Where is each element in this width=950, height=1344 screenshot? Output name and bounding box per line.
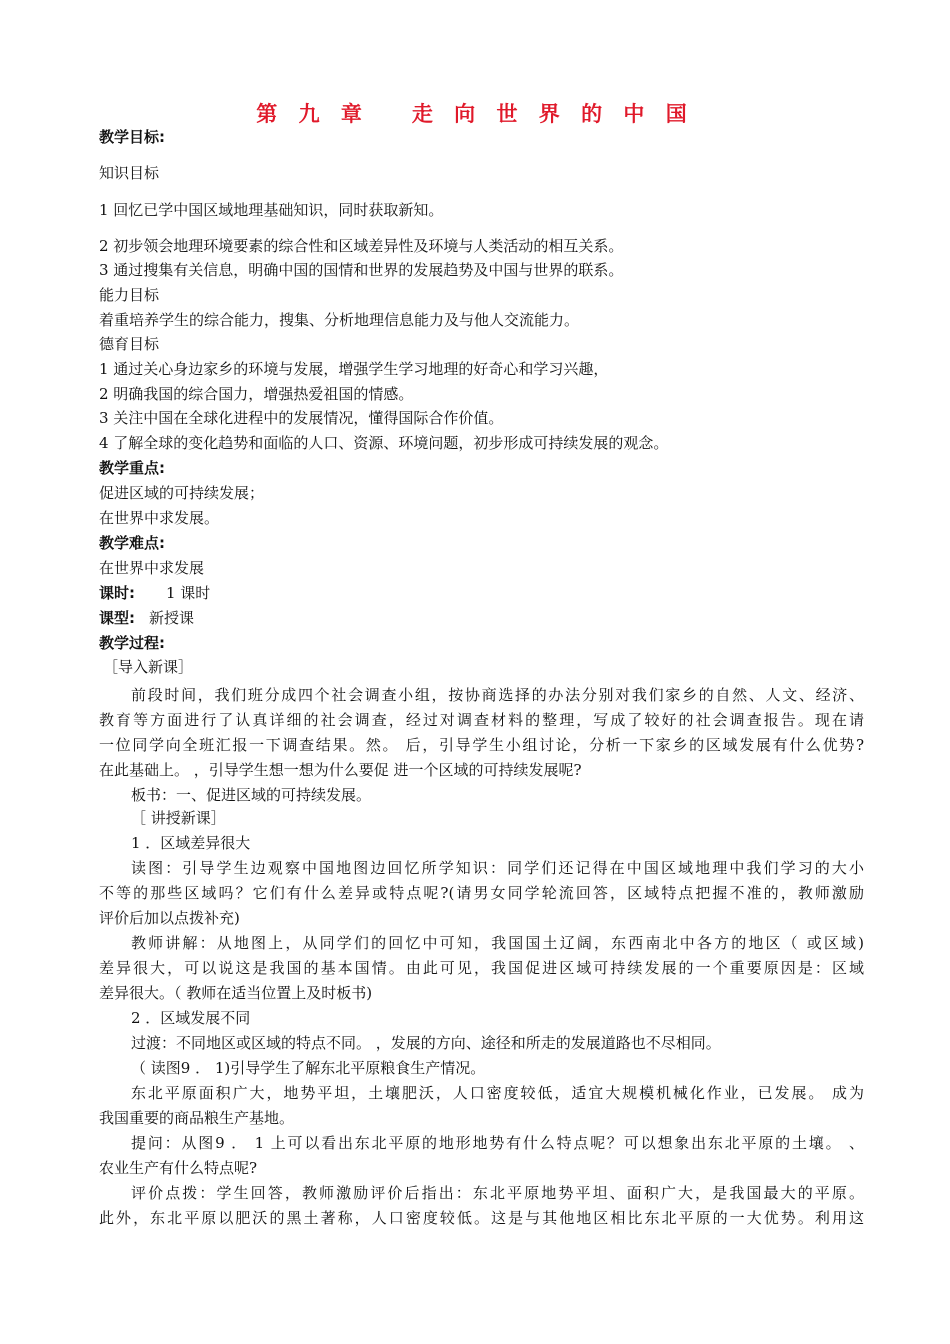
paragraph-line: 着重培养学生的综合能力，搜集、分析地理信息能力及与他人交流能力。: [99, 311, 580, 329]
section-intro: ［导入新课］: [103, 658, 194, 676]
paragraph-line: 前段时间，我们班分成四个社会调查小组，按协商选择的办法分别对我们家乡的自然、人文、经济、: [131, 686, 864, 704]
value-class-hours: 1 课时: [166, 584, 211, 602]
section-new-lesson: ［ 讲授新课］: [131, 809, 226, 827]
paragraph-line: 过渡：不同地区或区域的特点不同。 ，发展的方向、途径和所走的发展道路也不尽相同。: [131, 1034, 721, 1052]
paragraph-line: 1 通过关心身边家乡的环境与发展，增强学生学习地理的好奇心和学习兴趣，: [99, 360, 609, 378]
paragraph-line: 2 明确我国的综合国力，增强热爱祖国的情感。: [99, 385, 414, 403]
label-class-hours: 课时:: [99, 584, 135, 602]
paragraph-line: 读图：引导学生边观察中国地图边回忆所学知识：同学们还记得在中国区域地理中我们学习的大小: [131, 859, 864, 877]
paragraph-line: 3 通过搜集有关信息，明确中国的国情和世界的发展趋势及中国与世界的联系。: [99, 261, 624, 279]
paragraph-line: 2 初步领会地理环境要素的综合性和区域差异性及环境与人类活动的相互关系。: [99, 237, 624, 255]
subsection-heading: 1 ．区域差异很大: [131, 834, 251, 852]
paragraph-line: （ 读图9 ． 1)引导学生了解东北平原粮食生产情况。: [131, 1059, 486, 1077]
paragraph-line: 教师讲解：从地图上，从同学们的回忆中可知，我国国土辽阔，东西南北中各方的地区（ 或区域): [131, 934, 864, 952]
heading-teaching-process: 教学过程:: [99, 634, 165, 652]
paragraph-line: 我国重要的商品粮生产基地。: [99, 1109, 295, 1127]
paragraph-line: 板书：一、促进区域的可持续发展。: [131, 786, 372, 804]
paragraph-line: 教育等方面进行了认真详细的社会调查，经过对调查材料的整理，写成了较好的社会调查报告。现在请: [99, 711, 864, 729]
paragraph-line: 一位同学向全班汇报一下调查结果。然。 后，引导学生小组讨论，分析一下家乡的区域发展有什么优势?: [99, 736, 864, 754]
subsection-heading: 2 ．区域发展不同: [131, 1009, 251, 1027]
heading-key-points: 教学重点:: [99, 459, 165, 477]
paragraph-line: 评价后加以点拨补充): [99, 909, 240, 927]
value-lesson-type: 新授课: [149, 609, 195, 627]
paragraph-line: 提问：从图9 ． 1 上可以看出东北平原的地形地势有什么特点呢？可以想象出东北平原的土壤。 、: [131, 1134, 864, 1152]
paragraph-line: 在世界中求发展: [99, 559, 205, 577]
paragraph-line: 1 回忆已学中国区域地理基础知识，同时获取新知。: [99, 201, 444, 219]
paragraph-line: 东北平原面积广大，地势平坦，土壤肥沃，人口密度较低，适宜大规模机械化作业，已发展。 成为: [131, 1084, 864, 1102]
paragraph-line: 差异很大，可以说这是我国的基本国情。由此可见，我国促进区域可持续发展的一个重要原因是：区域: [99, 959, 864, 977]
heading-difficulty: 教学难点:: [99, 534, 165, 552]
paragraph-line: 此外，东北平原以肥沃的黑土著称，人口密度较低。这是与其他地区相比东北平原的一大优势。利用这: [99, 1209, 864, 1227]
heading-teaching-goals: 教学目标:: [99, 128, 165, 146]
subheading-moral: 德育目标: [99, 335, 160, 353]
subheading-ability: 能力目标: [99, 286, 160, 304]
paragraph-line: 在此基础上。 ，引导学生想一想为什么要促 进一个区域的可持续发展呢?: [99, 761, 582, 779]
paragraph-line: 不等的那些区域吗？它们有什么差异或特点呢?(请男女同学轮流回答，区域特点把握不准的，教师激励: [99, 884, 864, 902]
paragraph-line: 农业生产有什么特点呢?: [99, 1159, 258, 1177]
paragraph-line: 4 了解全球的变化趋势和面临的人口、资源、环境问题，初步形成可持续发展的观念。: [99, 434, 669, 452]
paragraph-line: 促进区域的可持续发展；: [99, 484, 265, 502]
subheading-knowledge: 知识目标: [99, 164, 160, 182]
label-lesson-type: 课型:: [99, 609, 135, 627]
chapter-title: 第 九 章 走 向 世 界 的 中 国: [256, 102, 694, 126]
paragraph-line: 3 关注中国在全球化进程中的发展情况，懂得国际合作价值。: [99, 409, 504, 427]
paragraph-line: 评价点拨：学生回答，教师激励评价后指出：东北平原地势平坦、面积广大，是我国最大的平原。: [131, 1184, 864, 1202]
paragraph-line: 差异很大。（ 教师在适当位置上及时板书): [99, 984, 373, 1002]
paragraph-line: 在世界中求发展。: [99, 509, 220, 527]
